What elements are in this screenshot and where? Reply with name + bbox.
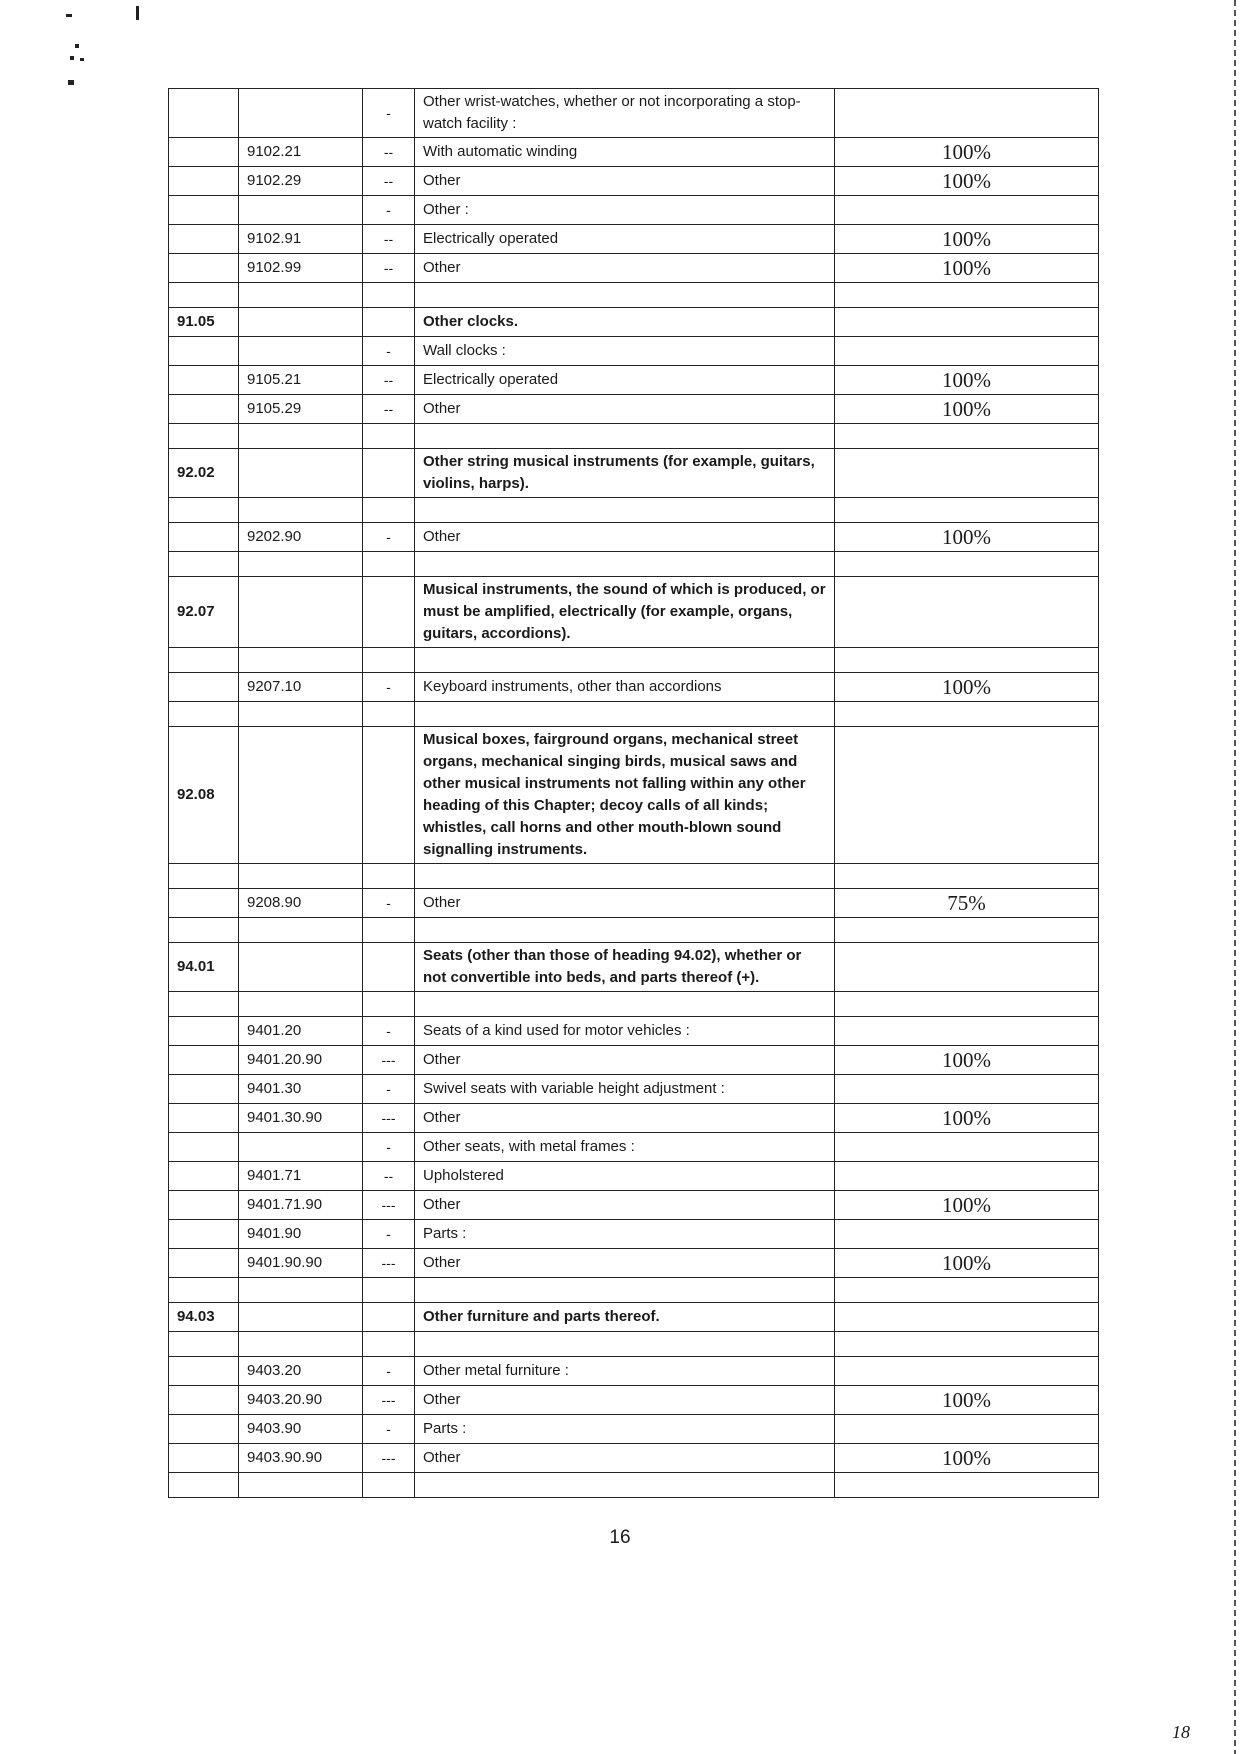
tariff-code-cell [239, 918, 363, 943]
duty-rate-cell: 100% [835, 1046, 1099, 1075]
description-cell: Other clocks. [415, 308, 835, 337]
table-row [169, 889, 1099, 918]
tariff-code-cell [239, 992, 363, 1017]
tariff-code-cell: 9401.30 [239, 1075, 363, 1104]
tariff-code-cell [239, 449, 363, 498]
tariff-code-cell [239, 424, 363, 449]
heading-cell: 92.08 [169, 727, 239, 864]
scan-speck [66, 14, 72, 17]
heading-cell [169, 225, 239, 254]
heading-cell [169, 424, 239, 449]
tariff-code-cell: 9102.99 [239, 254, 363, 283]
table-row [169, 167, 1099, 196]
description-cell: Other [415, 523, 835, 552]
table-row [169, 1220, 1099, 1249]
duty-rate-cell [835, 337, 1099, 366]
tariff-code-cell: 9403.90 [239, 1415, 363, 1444]
heading-cell [169, 366, 239, 395]
table-row [169, 1133, 1099, 1162]
description-cell: Other metal furniture : [415, 1357, 835, 1386]
dash-level-cell [363, 308, 415, 337]
dash-level-cell [363, 648, 415, 673]
page-number: 16 [609, 1527, 631, 1548]
dash-level-cell: -- [363, 254, 415, 283]
description-cell: Seats (other than those of heading 94.02), whether or not convertible into beds, and parts thereof (+). [415, 943, 835, 992]
heading-cell [169, 1357, 239, 1386]
table-row [169, 1075, 1099, 1104]
dash-level-cell [363, 864, 415, 889]
duty-rate-cell [835, 552, 1099, 577]
description-cell [415, 424, 835, 449]
description-cell [415, 1278, 835, 1303]
tariff-code-cell [239, 648, 363, 673]
tariff-code-cell [239, 1278, 363, 1303]
heading-cell [169, 864, 239, 889]
scan-speck [70, 56, 74, 60]
dash-level-cell [363, 727, 415, 864]
tariff-code-cell [239, 89, 363, 138]
description-cell: Seats of a kind used for motor vehicles : [415, 1017, 835, 1046]
duty-rate-cell: 100% [835, 523, 1099, 552]
dash-level-cell [363, 498, 415, 523]
heading-cell [169, 1386, 239, 1415]
duty-rate-cell [835, 918, 1099, 943]
tariff-code-cell [239, 577, 363, 648]
duty-rate-cell [835, 992, 1099, 1017]
tariff-code-cell: 9105.21 [239, 366, 363, 395]
description-cell: Other [415, 254, 835, 283]
tariff-code-cell [239, 337, 363, 366]
duty-rate-cell [835, 943, 1099, 992]
tariff-code-cell: 9105.29 [239, 395, 363, 424]
description-cell: Other [415, 1104, 835, 1133]
description-cell: Parts : [415, 1220, 835, 1249]
dash-level-cell: - [363, 1220, 415, 1249]
tariff-code-cell [239, 196, 363, 225]
table-row [169, 1046, 1099, 1075]
description-cell [415, 918, 835, 943]
tariff-table-body [169, 89, 1099, 1498]
spacer-row [169, 1332, 1099, 1357]
dash-level-cell: - [363, 1357, 415, 1386]
dash-level-cell: --- [363, 1249, 415, 1278]
heading-cell [169, 702, 239, 727]
description-cell: Other [415, 1386, 835, 1415]
description-cell: Other : [415, 196, 835, 225]
heading-cell [169, 552, 239, 577]
table-row [169, 1303, 1099, 1332]
heading-cell [169, 1332, 239, 1357]
dash-level-cell: - [363, 1017, 415, 1046]
table-row [169, 727, 1099, 864]
heading-cell [169, 196, 239, 225]
heading-cell [169, 89, 239, 138]
duty-rate-cell [835, 1278, 1099, 1303]
description-cell: Other string musical instruments (for example, guitars, violins, harps). [415, 449, 835, 498]
table-row [169, 1415, 1099, 1444]
description-cell: Other [415, 1444, 835, 1473]
description-cell: Other seats, with metal frames : [415, 1133, 835, 1162]
dash-level-cell: --- [363, 1444, 415, 1473]
dash-level-cell: - [363, 673, 415, 702]
description-cell: Parts : [415, 1415, 835, 1444]
spacer-row [169, 1278, 1099, 1303]
duty-rate-cell: 100% [835, 1386, 1099, 1415]
heading-cell [169, 283, 239, 308]
dash-level-cell: - [363, 1075, 415, 1104]
spacer-row [169, 1473, 1099, 1498]
scan-speck [68, 80, 74, 85]
dash-level-cell: -- [363, 1162, 415, 1191]
description-cell [415, 498, 835, 523]
tariff-code-cell: 9208.90 [239, 889, 363, 918]
duty-rate-cell [835, 864, 1099, 889]
heading-cell [169, 523, 239, 552]
dash-level-cell [363, 283, 415, 308]
tariff-code-cell: 9102.91 [239, 225, 363, 254]
duty-rate-cell [835, 1017, 1099, 1046]
heading-cell [169, 918, 239, 943]
duty-rate-cell [835, 577, 1099, 648]
duty-rate-cell: 100% [835, 138, 1099, 167]
description-cell: Swivel seats with variable height adjustment : [415, 1075, 835, 1104]
tariff-code-cell: 9202.90 [239, 523, 363, 552]
tariff-code-cell [239, 1332, 363, 1357]
corner-annotation: 18 [1172, 1722, 1190, 1742]
heading-cell [169, 1075, 239, 1104]
description-cell: Other [415, 889, 835, 918]
heading-cell [169, 889, 239, 918]
tariff-code-cell [239, 727, 363, 864]
heading-cell [169, 167, 239, 196]
table-row [169, 449, 1099, 498]
heading-cell [169, 1133, 239, 1162]
description-cell: Musical instruments, the sound of which is produced, or must be amplified, electrically (for example, organs, guitars, accordions). [415, 577, 835, 648]
table-row [169, 523, 1099, 552]
duty-rate-cell [835, 1075, 1099, 1104]
heading-cell [169, 673, 239, 702]
scan-speck [80, 58, 84, 61]
duty-rate-cell [835, 1303, 1099, 1332]
dash-level-cell: -- [363, 138, 415, 167]
heading-cell [169, 1249, 239, 1278]
description-cell [415, 992, 835, 1017]
duty-rate-cell: 100% [835, 1191, 1099, 1220]
heading-cell [169, 1220, 239, 1249]
spacer-row [169, 283, 1099, 308]
description-cell: Electrically operated [415, 366, 835, 395]
spacer-row [169, 864, 1099, 889]
spacer-row [169, 498, 1099, 523]
duty-rate-cell [835, 424, 1099, 449]
spacer-row [169, 702, 1099, 727]
table-row [169, 1357, 1099, 1386]
tariff-code-cell [239, 283, 363, 308]
tariff-code-cell [239, 498, 363, 523]
heading-cell [169, 1017, 239, 1046]
tariff-code-cell [239, 864, 363, 889]
duty-rate-cell [835, 1415, 1099, 1444]
dash-level-cell: - [363, 1415, 415, 1444]
description-cell [415, 552, 835, 577]
dash-level-cell: - [363, 523, 415, 552]
tariff-table [168, 88, 1099, 1498]
table-row [169, 577, 1099, 648]
duty-rate-cell [835, 727, 1099, 864]
heading-cell [169, 648, 239, 673]
duty-rate-cell [835, 1357, 1099, 1386]
dash-level-cell: --- [363, 1386, 415, 1415]
tariff-code-cell: 9102.21 [239, 138, 363, 167]
dash-level-cell [363, 943, 415, 992]
duty-rate-cell: 100% [835, 1249, 1099, 1278]
tariff-code-cell: 9401.20.90 [239, 1046, 363, 1075]
tariff-code-cell: 9401.71 [239, 1162, 363, 1191]
dash-level-cell: --- [363, 1046, 415, 1075]
description-cell: Other [415, 1191, 835, 1220]
dash-level-cell: -- [363, 395, 415, 424]
dash-level-cell [363, 918, 415, 943]
duty-rate-cell [835, 89, 1099, 138]
tariff-code-cell: 9403.20 [239, 1357, 363, 1386]
heading-cell [169, 1415, 239, 1444]
duty-rate-cell [835, 1332, 1099, 1357]
description-cell [415, 702, 835, 727]
description-cell: Upholstered [415, 1162, 835, 1191]
tariff-code-cell [239, 943, 363, 992]
table-row [169, 1444, 1099, 1473]
dash-level-cell [363, 1303, 415, 1332]
tariff-code-cell: 9401.90.90 [239, 1249, 363, 1278]
duty-rate-cell [835, 1473, 1099, 1498]
table-row [169, 196, 1099, 225]
description-cell [415, 1473, 835, 1498]
spacer-row [169, 918, 1099, 943]
spacer-row [169, 552, 1099, 577]
description-cell [415, 283, 835, 308]
description-cell: Musical boxes, fairground organs, mechanical street organs, mechanical singing birds, musical saws and other musical instruments not falling within any other heading of this Chapter; decoy calls of all kinds; whistles, call horns and other mouth-blown sound signalling instruments. [415, 727, 835, 864]
dash-level-cell [363, 1332, 415, 1357]
heading-cell [169, 1278, 239, 1303]
tariff-code-cell [239, 1133, 363, 1162]
heading-cell [169, 395, 239, 424]
dash-level-cell: --- [363, 1104, 415, 1133]
table-row [169, 254, 1099, 283]
dash-level-cell [363, 449, 415, 498]
dash-level-cell: -- [363, 167, 415, 196]
description-cell: Keyboard instruments, other than accordions [415, 673, 835, 702]
description-cell: Other [415, 167, 835, 196]
dash-level-cell [363, 702, 415, 727]
heading-cell: 94.01 [169, 943, 239, 992]
table-row [169, 337, 1099, 366]
heading-cell: 91.05 [169, 308, 239, 337]
tariff-code-cell: 9401.20 [239, 1017, 363, 1046]
duty-rate-cell [835, 1220, 1099, 1249]
description-cell: With automatic winding [415, 138, 835, 167]
dash-level-cell [363, 992, 415, 1017]
tariff-code-cell [239, 702, 363, 727]
dash-level-cell: -- [363, 366, 415, 395]
heading-cell [169, 1473, 239, 1498]
duty-rate-cell: 100% [835, 1444, 1099, 1473]
duty-rate-cell: 100% [835, 395, 1099, 424]
spacer-row [169, 992, 1099, 1017]
dash-level-cell [363, 424, 415, 449]
table-row [169, 673, 1099, 702]
tariff-code-cell: 9403.20.90 [239, 1386, 363, 1415]
heading-cell [169, 254, 239, 283]
tariff-code-cell [239, 308, 363, 337]
description-cell: Other [415, 1046, 835, 1075]
duty-rate-cell [835, 1162, 1099, 1191]
duty-rate-cell: 100% [835, 225, 1099, 254]
table-row [169, 1017, 1099, 1046]
dash-level-cell: --- [363, 1191, 415, 1220]
table-row [169, 366, 1099, 395]
heading-cell [169, 498, 239, 523]
duty-rate-cell: 75% [835, 889, 1099, 918]
table-row [169, 89, 1099, 138]
dash-level-cell: - [363, 337, 415, 366]
table-row [169, 1104, 1099, 1133]
tariff-code-cell: 9401.90 [239, 1220, 363, 1249]
dash-level-cell: - [363, 889, 415, 918]
scan-speck [136, 6, 139, 20]
tariff-code-cell [239, 552, 363, 577]
duty-rate-cell [835, 648, 1099, 673]
duty-rate-cell: 100% [835, 673, 1099, 702]
duty-rate-cell [835, 449, 1099, 498]
tariff-code-cell: 9403.90.90 [239, 1444, 363, 1473]
spacer-row [169, 424, 1099, 449]
heading-cell [169, 1162, 239, 1191]
scan-speck [75, 44, 79, 48]
tariff-code-cell: 9401.71.90 [239, 1191, 363, 1220]
dash-level-cell [363, 1278, 415, 1303]
description-cell: Other furniture and parts thereof. [415, 1303, 835, 1332]
heading-cell: 92.07 [169, 577, 239, 648]
tariff-code-cell: 9102.29 [239, 167, 363, 196]
table-row [169, 943, 1099, 992]
heading-cell: 94.03 [169, 1303, 239, 1332]
heading-cell [169, 1444, 239, 1473]
tariff-code-cell: 9401.30.90 [239, 1104, 363, 1133]
dash-level-cell: - [363, 196, 415, 225]
heading-cell [169, 1191, 239, 1220]
duty-rate-cell: 100% [835, 254, 1099, 283]
dash-level-cell: -- [363, 225, 415, 254]
table-row [169, 1162, 1099, 1191]
table-row [169, 1249, 1099, 1278]
duty-rate-cell [835, 1133, 1099, 1162]
dash-level-cell [363, 552, 415, 577]
description-cell: Electrically operated [415, 225, 835, 254]
tariff-code-cell: 9207.10 [239, 673, 363, 702]
description-cell: Other [415, 395, 835, 424]
description-cell: Other wrist-watches, whether or not incorporating a stop-watch facility : [415, 89, 835, 138]
duty-rate-cell: 100% [835, 366, 1099, 395]
table-row [169, 308, 1099, 337]
spacer-row [169, 648, 1099, 673]
duty-rate-cell [835, 498, 1099, 523]
heading-cell [169, 1104, 239, 1133]
duty-rate-cell: 100% [835, 167, 1099, 196]
table-row [169, 1191, 1099, 1220]
description-cell: Other [415, 1249, 835, 1278]
description-cell [415, 1332, 835, 1357]
table-row [169, 1386, 1099, 1415]
tariff-code-cell [239, 1303, 363, 1332]
table-row [169, 225, 1099, 254]
table-row [169, 395, 1099, 424]
description-cell: Wall clocks : [415, 337, 835, 366]
dash-level-cell [363, 1473, 415, 1498]
duty-rate-cell [835, 308, 1099, 337]
dash-level-cell: - [363, 89, 415, 138]
duty-rate-cell [835, 283, 1099, 308]
heading-cell: 92.02 [169, 449, 239, 498]
description-cell [415, 864, 835, 889]
tariff-code-cell [239, 1473, 363, 1498]
dash-level-cell: - [363, 1133, 415, 1162]
dash-level-cell [363, 577, 415, 648]
description-cell [415, 648, 835, 673]
heading-cell [169, 992, 239, 1017]
duty-rate-cell [835, 702, 1099, 727]
heading-cell [169, 138, 239, 167]
heading-cell [169, 1046, 239, 1075]
duty-rate-cell: 100% [835, 1104, 1099, 1133]
heading-cell [169, 337, 239, 366]
duty-rate-cell [835, 196, 1099, 225]
scan-edge-line [1234, 0, 1236, 1754]
table-row [169, 138, 1099, 167]
